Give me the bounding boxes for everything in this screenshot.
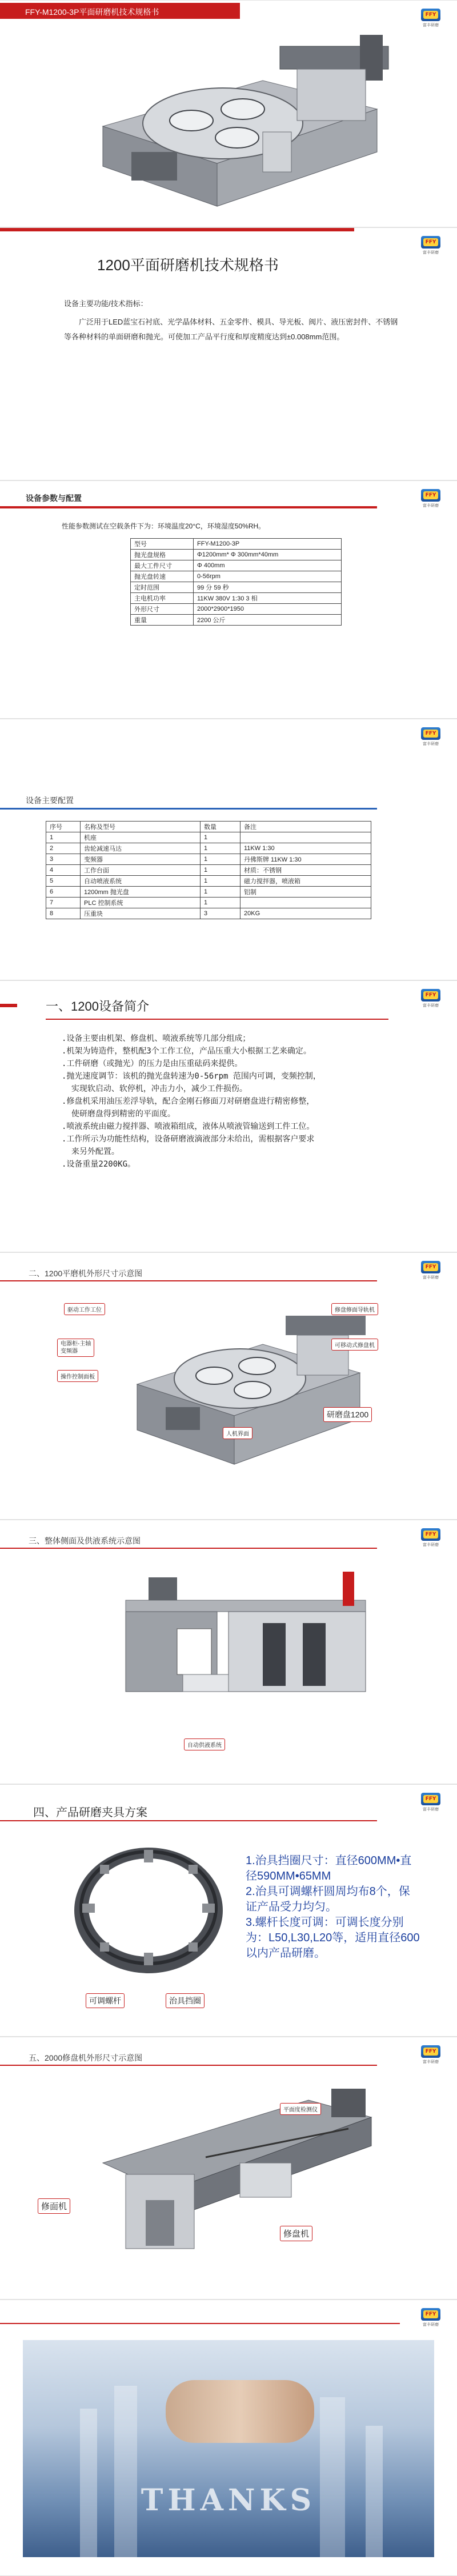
slide-parameters	[0, 480, 457, 719]
table-row: 3 变频器 1 丹佛斯牌 11KW 1:30	[46, 854, 371, 865]
slide-fixture	[0, 1784, 457, 2037]
table-row: 外形尺寸 2000*2900*1950	[131, 604, 342, 615]
brand-logo: FFY 富丰研磨	[415, 236, 447, 255]
brand-logo: FFY 富丰研磨	[415, 2308, 447, 2327]
brand-logo: FFY 富丰研磨	[415, 489, 447, 508]
configuration-table	[46, 821, 371, 919]
table-row: 定时范围 99 分 59 秒	[131, 582, 342, 593]
intro-title: 一、1200设备简介	[46, 999, 149, 1013]
dresser-underline	[0, 2065, 377, 2066]
callout-adjustable-screw: 可调螺杆	[86, 1993, 125, 2008]
table-row: 抛光盘规格 Φ1200mm* Φ 300mm*40mm	[131, 550, 342, 560]
fixture-line: 2.治具可调螺杆圆周均布8个，保	[246, 1885, 410, 1898]
parameters-title: 设备参数与配置	[26, 494, 82, 503]
brand-logo: FFY 富丰研磨	[415, 1793, 447, 1812]
slide-cover	[0, 0, 457, 227]
machine-render-cover	[91, 29, 400, 218]
list-item: .工作所示为功能性结构，设备研磨液滴液部分未给出，需根据客户要求	[62, 1135, 315, 1144]
table-row: 抛光盘转速 0-56rpm	[131, 571, 342, 582]
dimensions-title: 二、1200平磨机外形尺寸示意图	[29, 1269, 143, 1278]
list-item: .设备主要由机架、修盘机、喷液系统等几部分组成；	[62, 1034, 251, 1043]
cover-red-bar	[0, 3, 240, 19]
callout-work-station: 驱动工作工位	[64, 1303, 105, 1315]
machine-render-side	[114, 1566, 377, 1709]
brand-logo: FFY 富丰研磨	[415, 1528, 447, 1548]
dimensions-underline	[0, 1280, 377, 1281]
brand-logo: FFY 富丰研磨	[415, 989, 447, 1008]
parameters-table	[130, 538, 342, 626]
slide-dresser-2000	[0, 2037, 457, 2299]
table-row: 7 PLC 控制系统 1	[46, 898, 371, 908]
brand-logo: FFY 富丰研磨	[415, 2045, 447, 2065]
callout-electrical-cabinet: 电器柜-主轴 变频器	[57, 1339, 94, 1357]
list-item: .喷液系统由磁力搅拌器、喷液箱组成，液体从喷液管输送到工件工位。	[62, 1122, 315, 1131]
callout-fixture-ring: 治具挡圈	[166, 1993, 205, 2008]
table-row: 8 压重块 3 20KG	[46, 908, 371, 919]
title-red-bar	[0, 228, 354, 231]
list-item: .机架为铸造件，整机配3个工作工位，产品压重大小根据工艺来确定。	[62, 1047, 311, 1056]
spec-paragraph: 广泛用于LED蓝宝石衬底、光学晶体材料、五金零件、模具、导光板、阀片、液压密封件、不锈钢等各种材料的单面研磨和抛光。可使加工产品平行度和厚度精度达到±0.008mm范围。	[64, 318, 398, 341]
list-item: .抛光速度调节：该机的抛光盘转速为0-56rpm 范围内可调，变频控制，	[62, 1072, 321, 1081]
table-row: 主电机功率 11KW 380V 1:30 3 相	[131, 593, 342, 604]
table-row: 6 1200mm 抛光盘 1 铝制	[46, 887, 371, 898]
cover-banner-text: FFY-M1200-3P平面研磨机技术规格书	[25, 7, 159, 17]
callout-dresser-machine: 修面机	[38, 2198, 70, 2214]
list-item: 使研磨盘得到精密的平面度。	[62, 1109, 175, 1119]
configuration-underline	[0, 808, 377, 810]
slide-dimensions-1200	[0, 1252, 457, 1520]
thanks-red-bar	[0, 2323, 400, 2324]
table-row: 4 工作台面 1 材质：不锈钢	[46, 865, 371, 876]
slide-side-view	[0, 1520, 457, 1784]
intro-red-bar	[0, 1004, 17, 1007]
thanks-photo	[23, 2340, 434, 2557]
brand-logo: FFY 富丰研磨	[415, 1261, 447, 1280]
fixture-line: 以内产品研磨。	[246, 1947, 326, 1960]
intro-underline	[46, 1019, 388, 1020]
slide-thanks	[0, 2299, 457, 2576]
table-row: 1 机座 1	[46, 832, 371, 843]
fixture-underline	[0, 1820, 377, 1821]
list-item: .修盘机采用油压差浮导轨，配合金刚石修面刀对研磨盘进行精密修整，	[62, 1097, 315, 1106]
table-header: 序号 名称及型号 数量 备注	[46, 822, 371, 832]
parameters-underline	[0, 506, 377, 508]
spec-title: 1200平面研磨机技术规格书	[97, 257, 279, 274]
fixture-title: 四、产品研磨夹具方案	[33, 1806, 147, 1819]
fixture-line: 1.治具挡圈尺寸：直径600MM•直	[246, 1854, 412, 1867]
list-item: .设备重量2200KG。	[62, 1160, 136, 1169]
list-item: 来另外配置。	[62, 1147, 119, 1156]
side-view-title: 三、整体侧面及供液系统示意图	[29, 1536, 141, 1545]
fixture-ring-render	[69, 1836, 228, 1985]
parameters-note: 性能参数测试在空载条件下为：环境温度20°C，环境湿度50%RH。	[62, 522, 266, 530]
slide-configuration	[0, 719, 457, 980]
fixture-line: 为：L50,L30,L20等，适用直径600	[246, 1932, 420, 1944]
intro-bullet-list	[62, 1032, 404, 1171]
machine-render-1200	[131, 1293, 371, 1499]
callout-dresser-rail: 修盘修面导轨机	[331, 1303, 378, 1315]
fixture-line: 径590MM•65MM	[246, 1870, 331, 1882]
callout-flatness-gauge: 平面度检测仪	[280, 2103, 321, 2115]
brand-logo: FFY 富丰研磨	[415, 727, 447, 747]
spec-subtitle: 设备主要功能/技术指标：	[64, 299, 148, 308]
slide-title	[0, 227, 457, 480]
handshake-shape	[166, 2380, 314, 2443]
list-item: 实现软启动、软停机，冲击力小，减少工件损伤。	[62, 1084, 247, 1093]
fixture-description	[246, 1853, 434, 1961]
dresser-title: 五、2000修盘机外形尺寸示意图	[29, 2053, 143, 2062]
callout-hmi: 人机界面	[223, 1427, 252, 1439]
configuration-title: 设备主要配置	[26, 796, 74, 805]
table-row: 最大工件尺寸 Φ 400mm	[131, 560, 342, 571]
table-row: 2 齿轮减速马达 1 11KW 1:30	[46, 843, 371, 854]
side-view-underline	[0, 1548, 377, 1549]
table-row: 重量 2200 公斤	[131, 615, 342, 626]
callout-grinding-plate: 研磨盘1200	[323, 1407, 372, 1422]
thanks-caption: THANKS	[141, 2483, 316, 2518]
callout-auto-liquid-system: 自动供液系统	[184, 1738, 225, 1750]
callout-movable-dresser: 可移动式修盘机	[331, 1339, 378, 1351]
table-row: 型号 FFY-M1200-3P	[131, 539, 342, 550]
slide-introduction	[0, 980, 457, 1252]
list-item: .工件研磨（或抛光）的压力是由压重砝码来提供。	[62, 1059, 243, 1068]
callout-control-panel: 操作控制面板	[57, 1370, 98, 1382]
dresser-render	[91, 2077, 377, 2266]
callout-disc-dresser: 修盘机	[280, 2226, 312, 2241]
fixture-line: 3.螺杆长度可调：可调长度分别	[246, 1916, 404, 1929]
table-row: 5 自动喷液系统 1 磁力搅拌器，喷液箱	[46, 876, 371, 887]
brand-logo: FFY 富丰研磨	[415, 9, 447, 28]
fixture-line: 证产品受力均匀。	[246, 1901, 337, 1913]
